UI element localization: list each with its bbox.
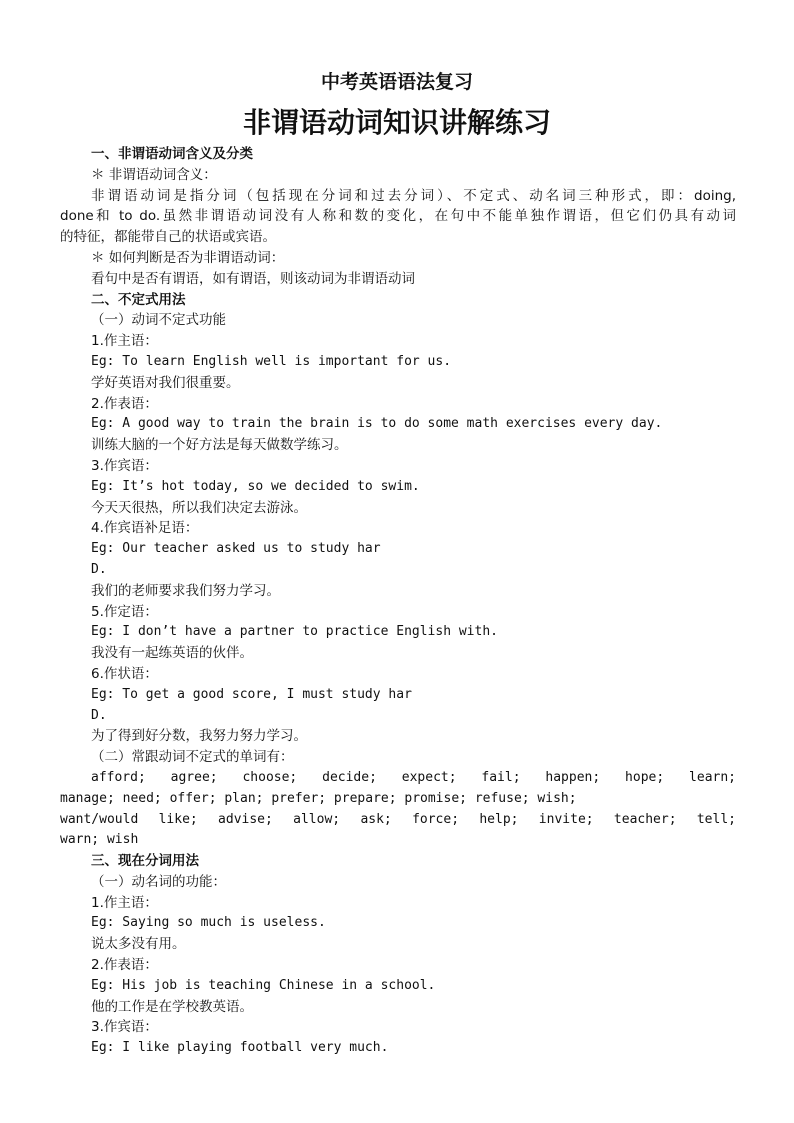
text-line: 我们的老师要求我们努力学习。	[91, 582, 280, 599]
text-line: 我没有一起练英语的伙伴。	[91, 645, 253, 662]
section-heading: 三、现在分词用法	[91, 853, 199, 870]
text-line: Eg: It’s hot today, so we decided to swim.	[91, 478, 420, 494]
text-line: Eg: I don’t have a partner to practice English with.	[91, 624, 498, 640]
text-line: Eg: Saying so much is useless.	[91, 915, 326, 931]
text-line: 2.作表语：	[91, 957, 158, 974]
text-line: 3.作宾语：	[91, 457, 158, 474]
text-line: Eg: Our teacher asked us to study har	[91, 541, 381, 557]
text-line: 他的工作是在学校教英语。	[91, 998, 253, 1015]
text-line: 说太多没有用。	[91, 936, 186, 953]
text-line: want/would like; advise; allow; ask; force; help; invite; teacher; tell;	[60, 811, 736, 827]
text-line: 4.作宾语补足语：	[91, 520, 199, 537]
text-line: ＊ 非谓语动词含义：	[91, 166, 217, 183]
text-line: ＊ 如何判断是否为非谓语动词：	[91, 249, 285, 266]
text-line: 非谓语动词是指分词（包括现在分词和过去分词）、不定式、动名词三种形式，即：doing,	[91, 187, 736, 204]
text-line: 1.作主语：	[91, 333, 158, 350]
text-line: Eg: I like playing football very much.	[91, 1040, 389, 1056]
text-line: （二）常跟动词不定式的单词有：	[91, 749, 294, 766]
text-line: 看句中是否有谓语，如有谓语，则该动词为非谓语动词	[91, 270, 415, 287]
document-title: 中考英语语法复习	[320, 71, 473, 93]
text-line: afford; agree; choose; decide; expect; fail; happen; hope; learn;	[91, 769, 736, 785]
text-line: （一）动词不定式功能	[91, 312, 226, 329]
text-line: 今天天很热，所以我们决定去游泳。	[91, 499, 307, 516]
document-subtitle: 非谓语动词知识讲解练习	[242, 106, 551, 139]
text-line: 1.作主语：	[91, 894, 158, 911]
text-line: 5.作定语：	[91, 603, 158, 620]
text-line: （一）动名词的功能：	[91, 873, 226, 890]
text-line: Eg: To get a good score, I must study har	[91, 686, 412, 702]
text-line: 为了得到好分数，我努力努力学习。	[91, 728, 307, 745]
text-line: 6.作状语：	[91, 665, 158, 682]
text-line: warn; wish	[60, 832, 139, 848]
text-line: Eg: A good way to train the brain is to do some math exercises every day.	[91, 416, 663, 432]
text-line: 的特征，都能带自己的状语或宾语。	[60, 229, 276, 246]
text-line: 训练大脑的一个好方法是每天做数学练习。	[91, 437, 348, 454]
text-line: 2.作表语：	[91, 395, 158, 412]
text-line: manage; need; offer; plan; prefer; prepare; promise; refuse; wish;	[60, 790, 577, 806]
text-line: D.	[91, 561, 107, 577]
text-line: done和 to do.虽然非谓语动词没有人称和数的变化，在句中不能单独作谓语，但它们仍具有动词	[60, 208, 736, 225]
text-line: Eg: To learn English well is important for us.	[91, 353, 452, 369]
text-line: Eg: His job is teaching Chinese in a school.	[91, 977, 436, 993]
text-line: 3.作宾语：	[91, 1019, 158, 1036]
section-heading: 二、不定式用法	[91, 291, 186, 308]
text-line: D.	[91, 707, 107, 723]
section-heading: 一、非谓语动词含义及分类	[91, 146, 253, 162]
text-line: 学好英语对我们很重要。	[91, 374, 240, 391]
document-body	[60, 144, 736, 1059]
